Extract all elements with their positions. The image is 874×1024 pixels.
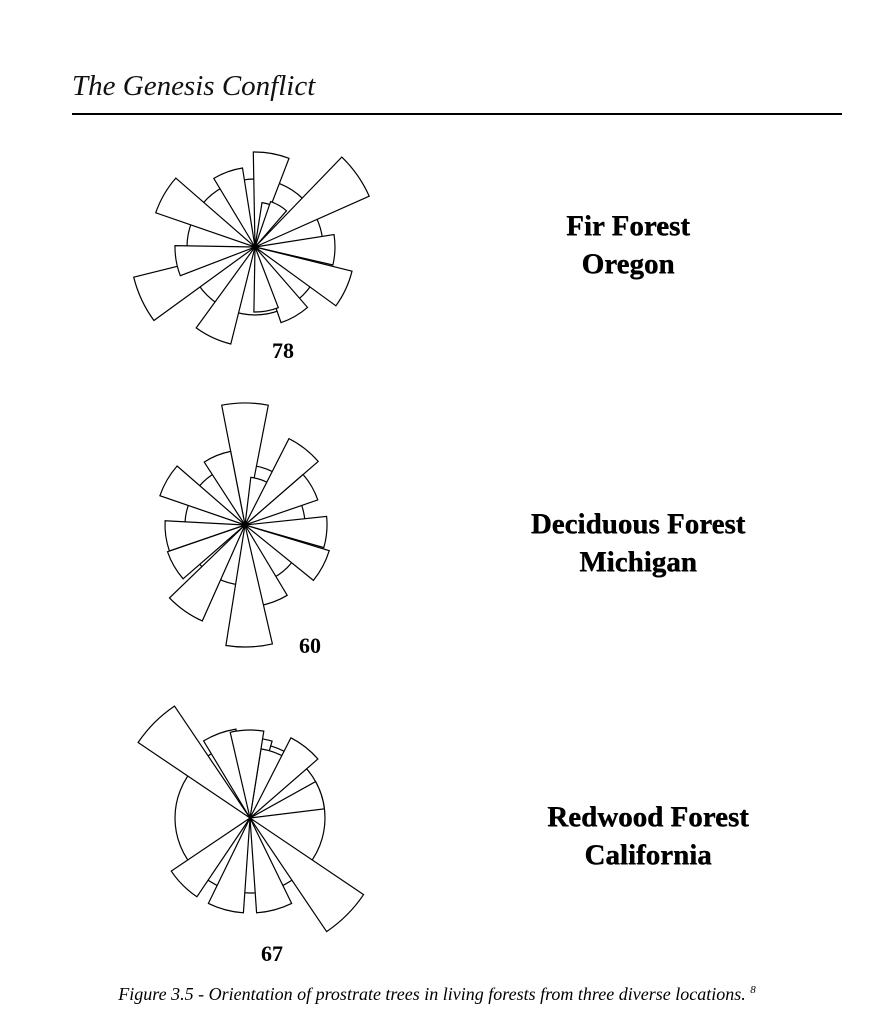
footnote-marker: 8 (750, 984, 756, 996)
page-header-title: The Genesis Conflict (72, 70, 316, 102)
location-name: Redwood Forest (547, 801, 749, 833)
rose-count-redwood: 67 (261, 941, 283, 966)
location-name: Fir Forest (566, 210, 690, 242)
figure-caption (0, 984, 874, 1005)
rose-diagram-fir-forest (115, 125, 395, 375)
location-label-redwood (518, 798, 778, 874)
location-state: Michigan (579, 546, 697, 578)
rose-count-deciduous: 60 (299, 633, 321, 658)
rose-count-fir: 78 (272, 338, 294, 363)
figure-caption-text: Figure 3.5 - Orientation of prostrate trees in living forests from three diverse locations. (118, 984, 746, 1004)
location-state: California (584, 839, 712, 871)
location-state: Oregon (581, 248, 675, 280)
location-label-fir (528, 207, 728, 283)
rose-diagram-redwood-forest (105, 690, 395, 950)
location-label-deciduous (508, 505, 768, 581)
location-name: Deciduous Forest (530, 508, 746, 540)
header-rule (72, 113, 842, 115)
rose-diagram-deciduous-forest (115, 395, 375, 665)
